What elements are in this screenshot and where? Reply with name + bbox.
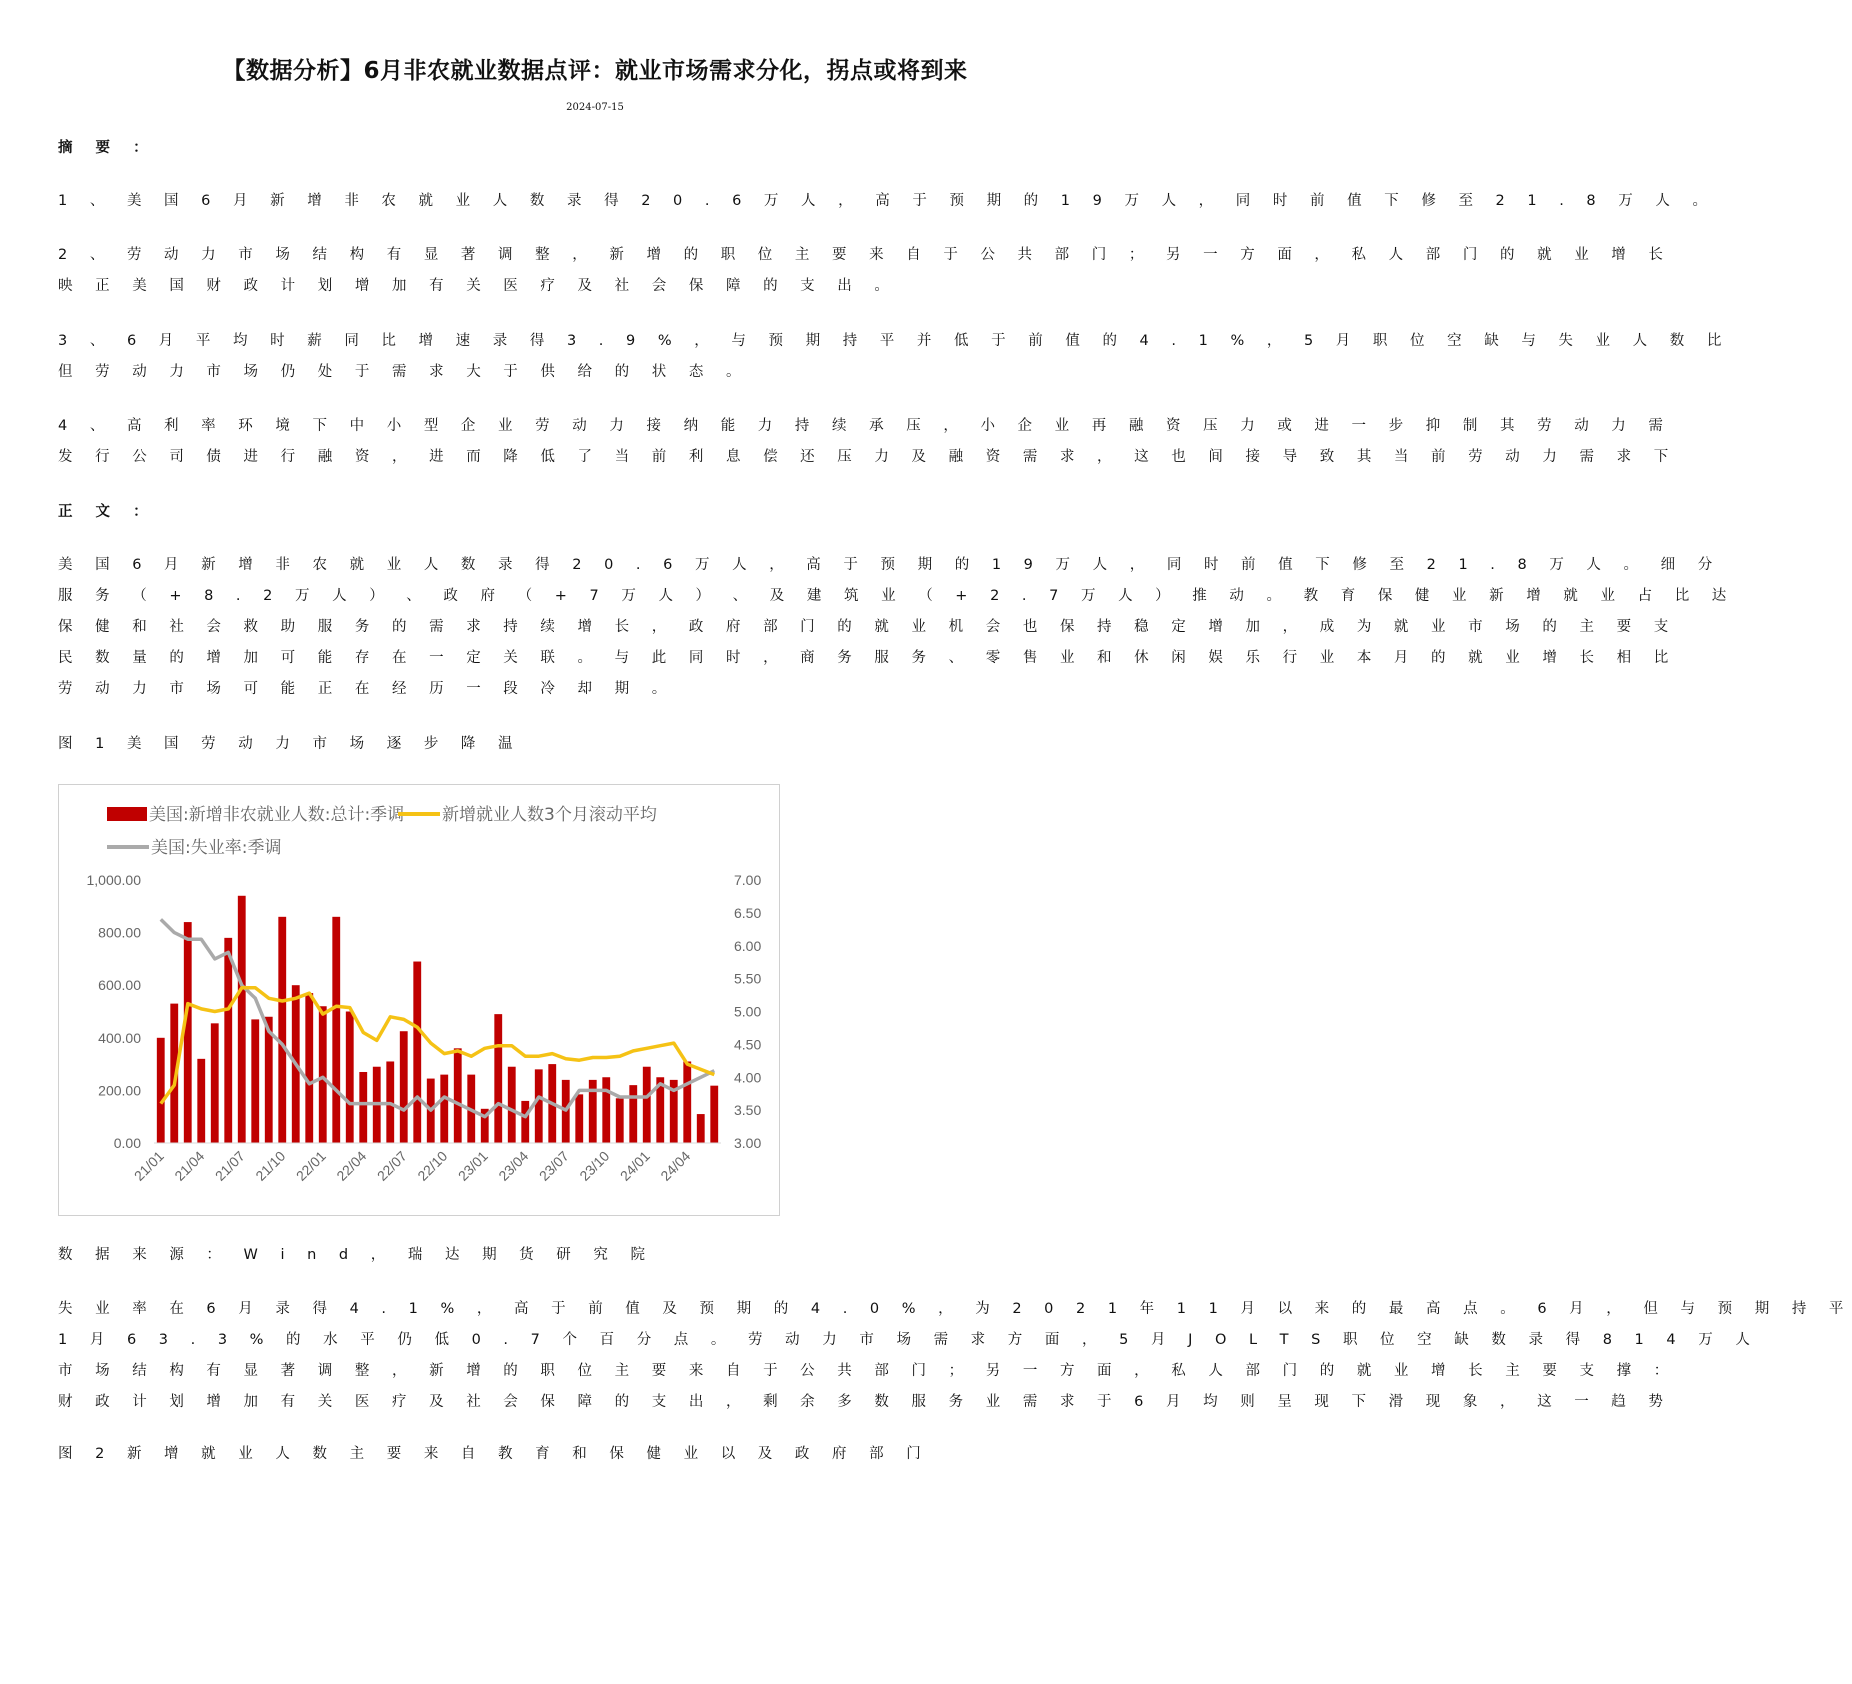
bar-mark <box>643 1067 651 1143</box>
bar-mark <box>602 1077 610 1143</box>
figure-2-caption: 图 2 新 增 就 业 人 数 主 要 来 自 教 育 和 保 健 业 以 及 政 府 部 门 <box>58 1446 930 1462</box>
bar-mark <box>184 922 192 1143</box>
bar-mark <box>211 1023 219 1143</box>
legend-label-unemployment: 美国:失业率:季调 <box>151 838 282 858</box>
bar-mark <box>319 1006 327 1143</box>
y-right-tick-label: 5.50 <box>734 970 762 987</box>
x-tick-label: 22/04 <box>333 1147 370 1184</box>
x-tick-label: 23/04 <box>495 1147 532 1184</box>
text-line: 市 场 结 构 有 显 著 调 整 ， 新 增 的 职 位 主 要 来 自 于 公 共 部 门 ； 另 一 方 面 ， 私 人 部 门 的 就 业 增 长 主 要 支 撑 ： <box>58 1363 1678 1379</box>
bar-mark <box>157 1038 165 1143</box>
x-tick-label: 23/01 <box>454 1147 491 1184</box>
y-left-tick-label: 600.00 <box>98 977 141 994</box>
y-left-tick-label: 0.00 <box>113 1135 141 1151</box>
bar-mark <box>278 917 286 1143</box>
x-tick-label: 22/10 <box>414 1147 451 1184</box>
x-tick-label: 23/10 <box>576 1147 613 1184</box>
text-line: 1 、 美 国 6 月 新 增 非 农 就 业 人 数 录 得 2 0 . 6 万 人 ， 高 于 预 期 的 1 9 万 人 ， 同 时 前 值 下 修 至 2 1 . 8 万 人 。 <box>58 193 1716 209</box>
publish-date: 2024-07-15 <box>566 102 624 113</box>
chart-svg <box>59 785 781 1217</box>
text-line: 1 月 6 3 . 3 % 的 水 平 仍 低 0 . 7 个 百 分 点 。 劳 动 力 市 场 需 求 方 面 ， 5 月 J O L T S 职 位 空 缺 数 录 得 8 1 4 万 人 <box>58 1332 1759 1348</box>
y-left-tick-label: 800.00 <box>98 924 141 941</box>
summary-heading: 摘 要 ： <box>58 140 157 156</box>
figure-1-chart <box>58 784 780 1216</box>
y-right-tick-label: 6.00 <box>734 937 762 954</box>
bar-mark <box>494 1014 502 1143</box>
text-line: 财 政 计 划 增 加 有 关 医 疗 及 社 会 保 障 的 支 出 ， 剩 余 多 数 服 务 业 需 求 于 6 月 均 则 呈 现 下 滑 现 象 ， 这 一 趋 势 <box>58 1394 1672 1410</box>
text-line: 失 业 率 在 6 月 录 得 4 . 1 % ， 高 于 前 值 及 预 期 的 4 . 0 % ， 为 2 0 2 1 年 1 1 月 以 来 的 最 高 点 。 6 月 ， 但 与 预 期 持 平 <box>58 1301 1852 1317</box>
x-tick-label: 24/04 <box>657 1147 694 1184</box>
legend-label-bars: 美国:新增非农就业人数:总计:季调 <box>149 805 405 825</box>
summary-point-1 <box>58 186 1716 217</box>
text-line: 劳 动 力 市 场 可 能 正 在 经 历 一 段 冷 却 期 。 <box>58 681 676 697</box>
x-tick-label: 21/10 <box>252 1147 289 1184</box>
text-line: 服 务 （ + 8 . 2 万 人 ） 、 政 府 （ + 7 万 人 ） 、 及 建 筑 业 （ + 2 . 7 万 人 ） 推 动 。 教 育 保 健 业 新 增 就 业 占 比 达 <box>58 588 1736 604</box>
text-line: 3 、 6 月 平 均 时 薪 同 比 增 速 录 得 3 . 9 % ， 与 预 期 持 平 并 低 于 前 值 的 4 . 1 % ， 5 月 职 位 空 缺 与 失 业 人 数 比 <box>58 333 1731 349</box>
bar-mark <box>575 1094 583 1143</box>
x-tick-label: 24/01 <box>616 1147 653 1184</box>
text-line: 2 、 劳 动 力 市 场 结 构 有 显 著 调 整 ， 新 增 的 职 位 主 要 来 自 于 公 共 部 门 ； 另 一 方 面 ， 私 人 部 门 的 就 业 增 长 <box>58 247 1672 263</box>
bar-mark <box>305 993 313 1143</box>
bar-mark <box>508 1067 516 1143</box>
data-source: 数 据 来 源 ： W i n d ， 瑞 达 期 货 研 究 院 <box>58 1247 655 1263</box>
bar-mark <box>683 1061 691 1143</box>
body-paragraph-2 <box>58 1294 1852 1418</box>
bar-mark <box>224 938 232 1143</box>
bar-mark <box>535 1069 543 1143</box>
text-line: 4 、 高 利 率 环 境 下 中 小 型 企 业 劳 动 力 接 纳 能 力 持 续 承 压 ， 小 企 业 再 融 资 压 力 或 进 一 步 抑 制 其 劳 动 力 需 <box>58 418 1672 434</box>
text-line: 但 劳 动 力 市 场 仍 处 于 需 求 大 于 供 给 的 状 态 。 <box>58 364 750 380</box>
y-left-tick-label: 200.00 <box>98 1082 141 1099</box>
y-left-tick-label: 1,000.00 <box>86 872 141 888</box>
summary-point-2 <box>58 240 1672 302</box>
text-line: 保 健 和 社 会 救 助 服 务 的 需 求 持 续 增 长 ， 政 府 部 门 的 就 业 机 会 也 保 持 稳 定 增 加 ， 成 为 就 业 市 场 的 主 要 支 <box>58 619 1678 635</box>
x-tick-label: 21/07 <box>211 1147 248 1184</box>
bar-mark <box>197 1059 205 1143</box>
y-right-tick-label: 3.00 <box>734 1135 762 1151</box>
text-line: 美 国 6 月 新 增 非 农 就 业 人 数 录 得 2 0 . 6 万 人 ， 高 于 预 期 的 1 9 万 人 ， 同 时 前 值 下 修 至 2 1 . 8 万 人 。 细 分 <box>58 557 1722 573</box>
bar-mark <box>238 896 246 1143</box>
y-left-tick-label: 400.00 <box>98 1029 141 1046</box>
bar-mark <box>521 1101 529 1143</box>
y-right-tick-label: 5.00 <box>734 1003 762 1020</box>
bar-mark <box>616 1098 624 1143</box>
body-heading: 正 文 ： <box>58 504 157 520</box>
bar-mark <box>346 1012 354 1144</box>
y-right-tick-label: 4.00 <box>734 1069 762 1086</box>
bar-mark <box>413 962 421 1143</box>
bar-mark <box>359 1072 367 1143</box>
bar-mark <box>710 1086 718 1143</box>
text-line: 民 数 量 的 增 加 可 能 存 在 一 定 关 联 。 与 此 同 时 ， 商 务 服 务 、 零 售 业 和 休 闲 娱 乐 行 业 本 月 的 就 业 增 长 相 比 <box>58 650 1678 666</box>
x-tick-label: 22/07 <box>373 1147 410 1184</box>
x-tick-label: 21/04 <box>171 1147 208 1184</box>
y-right-tick-label: 6.50 <box>734 904 762 921</box>
y-right-tick-label: 4.50 <box>734 1036 762 1053</box>
bar-mark <box>629 1085 637 1143</box>
bar-mark <box>440 1075 448 1143</box>
text-line: 映 正 美 国 财 政 计 划 增 加 有 关 医 疗 及 社 会 保 障 的 支 出 。 <box>58 278 898 294</box>
x-tick-label: 21/01 <box>130 1147 167 1184</box>
y-right-tick-label: 3.50 <box>734 1102 762 1119</box>
x-tick-label: 22/01 <box>292 1147 329 1184</box>
body-paragraph-1 <box>58 550 1736 705</box>
bar-mark <box>454 1048 462 1143</box>
bar-mark <box>332 917 340 1143</box>
text-line: 发 行 公 司 债 进 行 融 资 ， 进 而 降 低 了 当 前 利 息 偿 还 压 力 及 融 资 需 求 ， 这 也 间 接 导 致 其 当 前 劳 动 力 需 求 下 <box>58 449 1678 465</box>
summary-point-4 <box>58 411 1678 473</box>
bar-mark <box>251 1019 259 1143</box>
page-title: 【数据分析】6月非农就业数据点评：就业市场需求分化，拐点或将到来 <box>222 58 968 84</box>
legend-swatch-bars <box>107 807 147 821</box>
y-right-tick-label: 7.00 <box>734 872 762 888</box>
legend-label-avg: 新增就业人数3个月滚动平均 <box>442 805 657 825</box>
figure-1-caption: 图 1 美 国 劳 动 力 市 场 逐 步 降 温 <box>58 736 522 752</box>
x-tick-label: 23/07 <box>535 1147 572 1184</box>
bar-mark <box>400 1031 408 1143</box>
bar-mark <box>697 1114 705 1143</box>
summary-point-3 <box>58 326 1731 388</box>
